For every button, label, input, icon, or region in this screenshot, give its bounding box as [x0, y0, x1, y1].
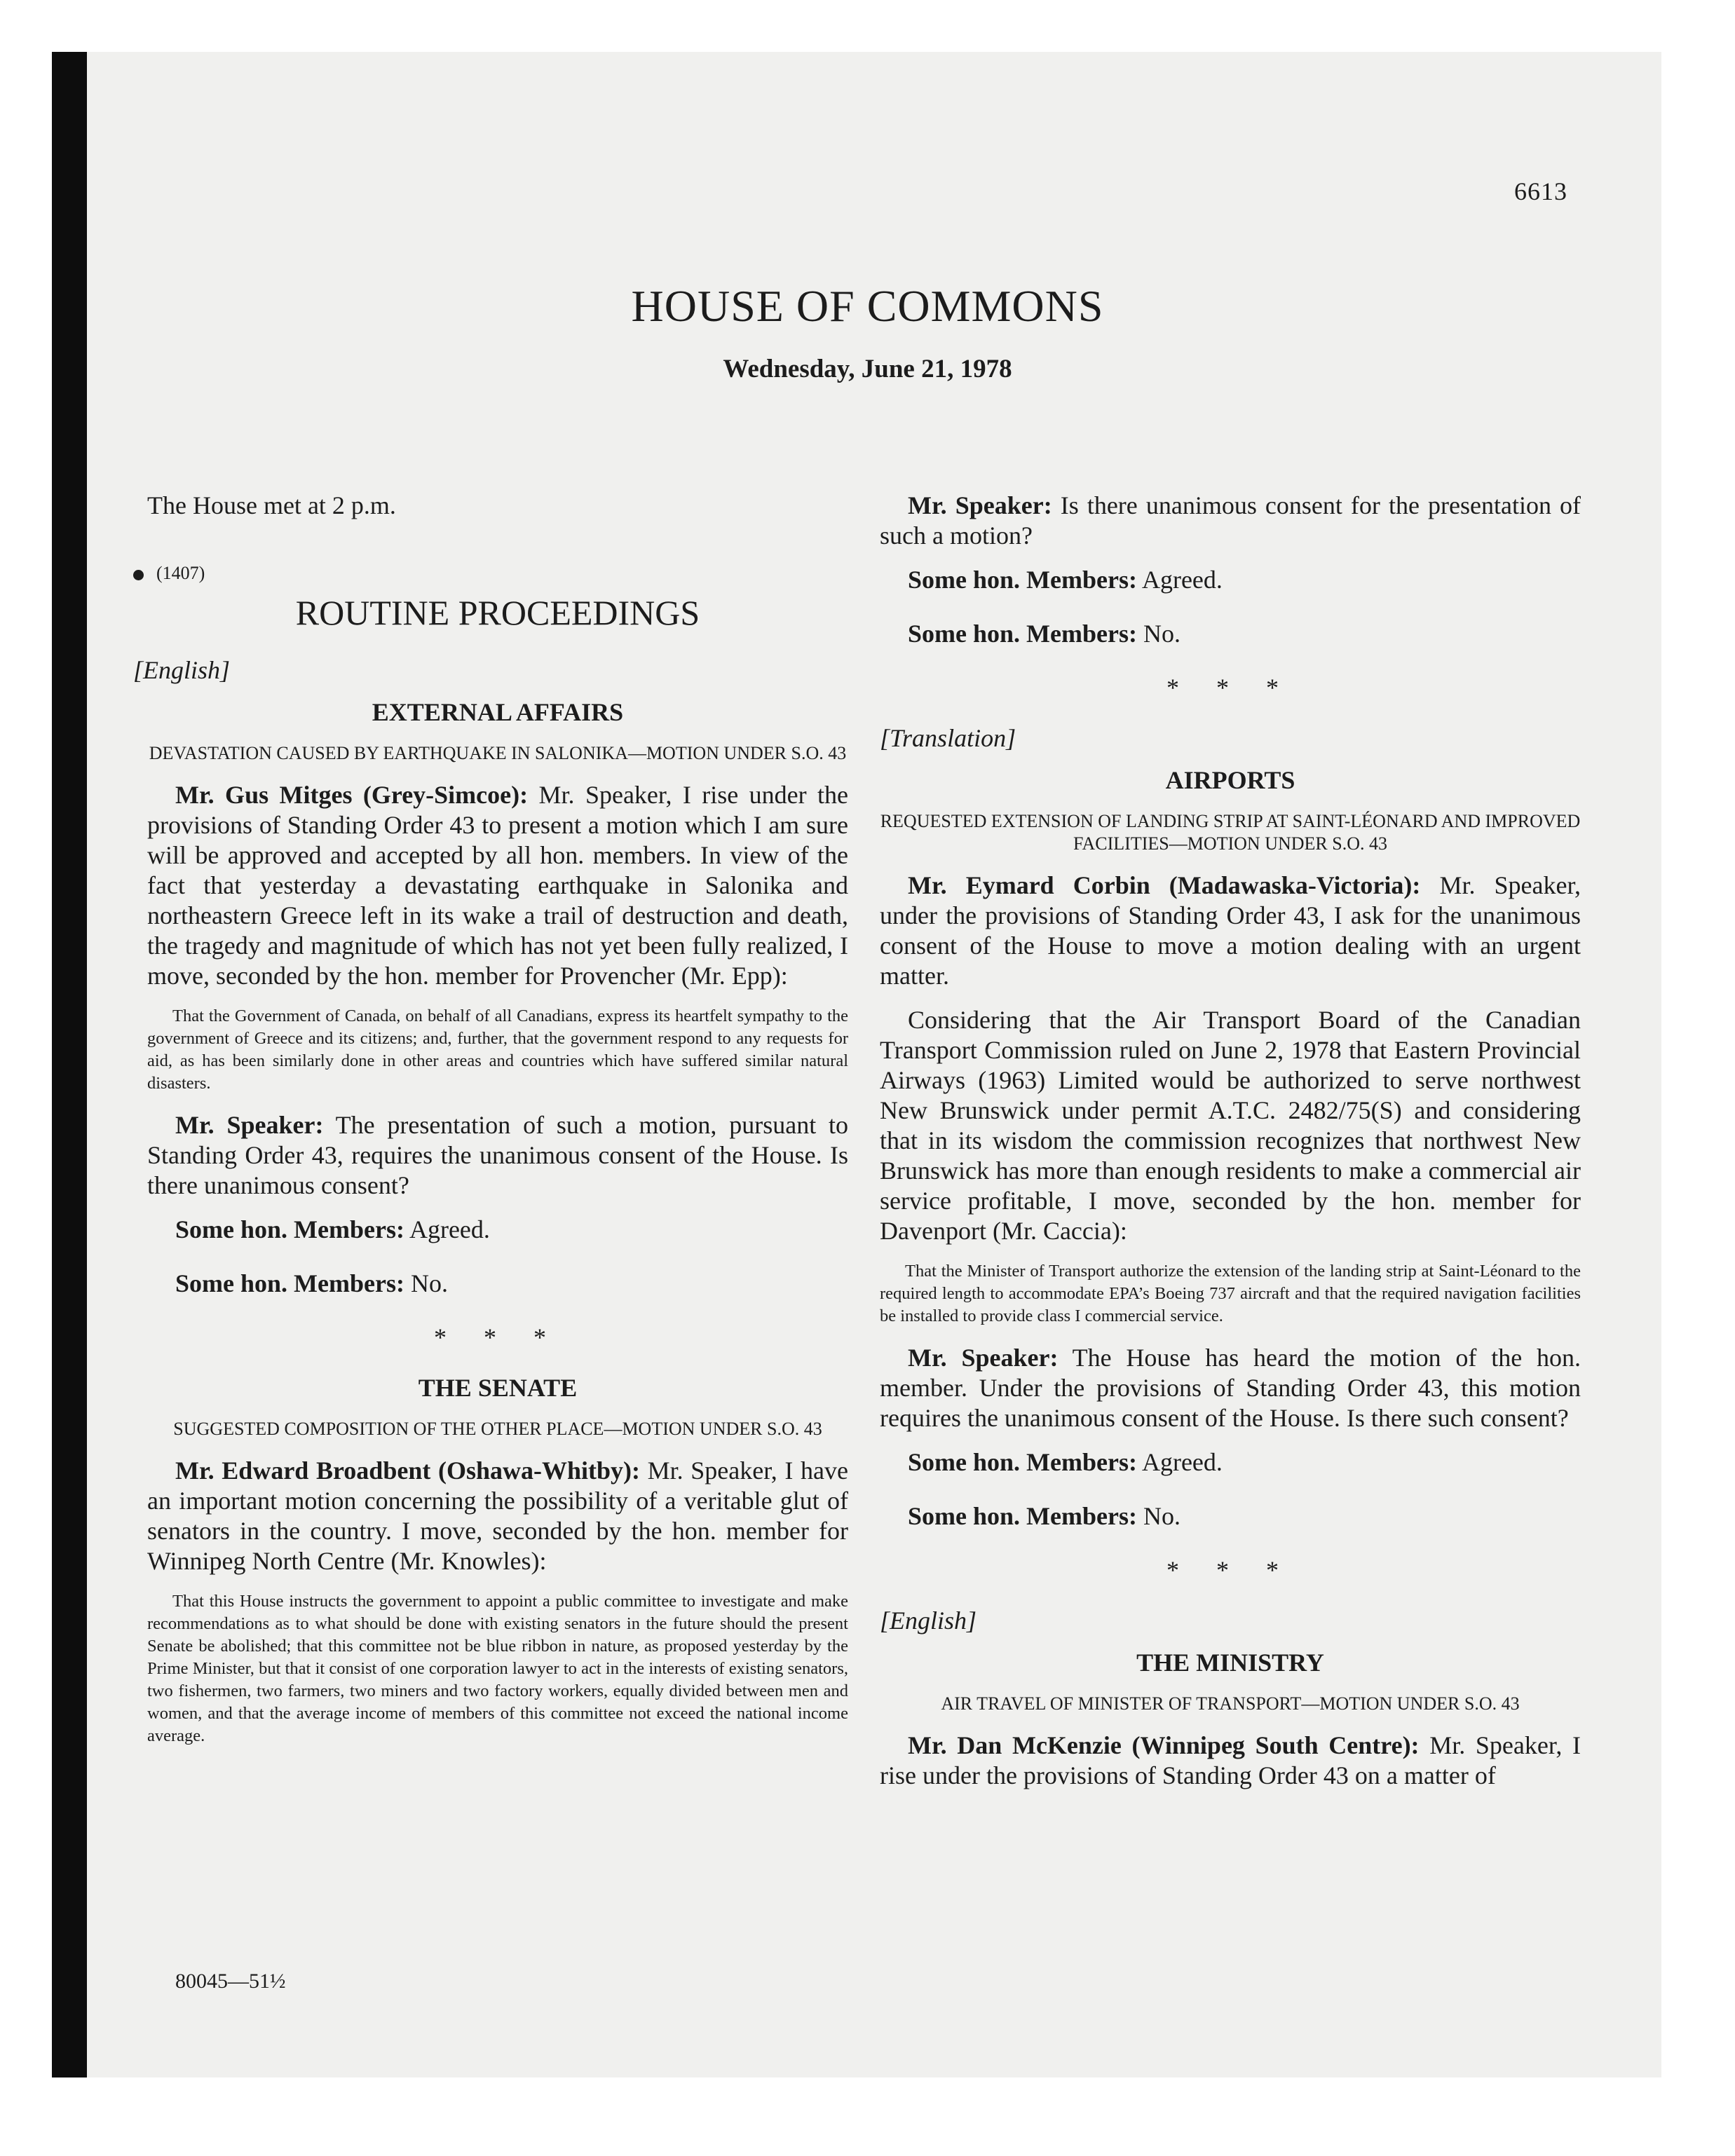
language-marker: [English]: [880, 1606, 977, 1635]
motion-text: That this House instructs the government to appoint a public committee to investigate and make recommendations as to what should be done with existing senators in the future should the present Senate be abolished; that this committee not be blue ribbon in nature, as proposed yesterday by the Prime Minister, but that it consist of one corporation lawyer to act in the interests of existing senators, two fishermen, two farmers, two miners and two factory workers, equally divided between men and women, and that the average income of members of this committee not exceed the national income average.: [147, 1592, 848, 1745]
section-separator: * * *: [1166, 674, 1294, 702]
speech-text: Agreed.: [1141, 566, 1223, 594]
printer-signature: 80045—51½: [175, 1970, 286, 1993]
speech-text: Mr. Speaker, under the provisions of Standing Order 43, I ask for the unanimous consent of the House to move a motion dealing with an urgent matter.: [880, 871, 1581, 990]
speech-text: No.: [410, 1269, 448, 1297]
section-title: EXTERNAL AFFAIRS: [372, 698, 624, 726]
speech-paragraph: Considering that the Air Transport Board of the Canadian Transport Commission ruled on June 2, 1978 that Eastern Provincial Airways (1963) Limited would be authorized to serve northwest New Brunswick under permit A.T.C. 2482/75(S) and considering that in its wisdom the commission recognizes that northwest New Brunswick has more than enough residents to make a commercial air service profitable, I move, seconded by the hon. member for Davenport (Mr. Caccia):: [880, 1006, 1581, 1245]
right-column: [880, 491, 1581, 1805]
timestamp: [133, 563, 848, 584]
motion-text: That the Minister of Transport authorize the extension of the landing strip at Saint-Léonard to the required length to accommodate EPA’s Boeing 737 aircraft and that the required navigation facilities be installed to provide class I commercial service.: [880, 1262, 1581, 1325]
section-separator: * * *: [434, 1323, 562, 1351]
speaker-name: Some hon. Members:: [908, 566, 1137, 594]
speaker-name: Mr. Speaker:: [908, 1344, 1059, 1372]
speech-text: Agreed.: [1141, 1448, 1223, 1476]
section-title: AIRPORTS: [1165, 766, 1295, 794]
motion-text: That the Government of Canada, on behalf of all Canadians, express its heartfelt sympathy to the government of Greece and its citizens; and, further, that the government respond to any requests for aid, as has been similarly done in other areas and countries which have suffered similar natural disasters.: [147, 1007, 848, 1093]
speech-paragraph: [147, 1456, 848, 1576]
speech-text: No.: [1143, 620, 1181, 648]
language-marker: [English]: [133, 656, 231, 684]
speech-text: Mr. Speaker, I rise under the provisions of Standing Order 43 to present a motion which I am sure will be approved and accepted by all hon. members. In view of the fact that yesterday a devastating earthquake in Salonika and northeastern Greece left in its wake a trail of destruction and death, the tragedy and magnitude of which has not yet been fully realized, I move, seconded by the hon. member for Provencher (Mr. Epp):: [147, 781, 849, 990]
section-subtitle: REQUESTED EXTENSION OF LANDING STRIP AT SAINT-LÉONARD AND IMPROVED FACILITIES—MOTION UNDER S.O. 43: [880, 811, 1581, 854]
speaker-name: Some hon. Members:: [175, 1215, 404, 1243]
speech-paragraph: [880, 1343, 1581, 1433]
house-met-line: The House met at 2 p.m.: [147, 491, 396, 519]
routine-proceedings-heading: ROUTINE PROCEEDINGS: [295, 593, 700, 632]
speaker-name: Some hon. Members:: [908, 1502, 1137, 1530]
timestamp-text: (1407): [156, 563, 205, 583]
speech-text: The presentation of such a motion, pursuant to Standing Order 43, requires the unanimous consent of the House. Is there unanimous consent?: [147, 1111, 848, 1199]
sitting-date: Wednesday, June 21, 1978: [723, 355, 1012, 383]
section-subtitle: DEVASTATION CAUSED BY EARTHQUAKE IN SALONIKA—MOTION UNDER S.O. 43: [149, 743, 847, 763]
speech-paragraph: [880, 491, 1581, 551]
left-column: [133, 491, 849, 1763]
section-separator: * * *: [1166, 1556, 1294, 1584]
speech-text: Mr. Speaker, I rise under the provisions of Standing Order 43 on a matter of: [880, 1731, 1581, 1789]
section-title: THE MINISTRY: [1136, 1649, 1324, 1677]
speaker-name: Some hon. Members:: [908, 1448, 1137, 1476]
section-title: THE SENATE: [418, 1374, 578, 1402]
response-line: [880, 1501, 1581, 1531]
response-line: [880, 565, 1581, 595]
speaker-name: Mr. Gus Mitges (Grey-Simcoe):: [175, 781, 529, 809]
speech-text: Is there unanimous consent for the presentation of such a motion?: [880, 491, 1581, 550]
speech-paragraph: [880, 871, 1581, 991]
speaker-name: Mr. Edward Broadbent (Oshawa-Whitby):: [175, 1456, 640, 1485]
bullet-icon: [133, 570, 144, 580]
speaker-name: Mr. Eymard Corbin (Madawaska-Victoria):: [908, 871, 1421, 899]
speech-text: Agreed.: [409, 1215, 490, 1243]
speaker-name: Some hon. Members:: [908, 620, 1137, 648]
speaker-name: Some hon. Members:: [175, 1269, 404, 1297]
speech-text: Mr. Speaker, I have an important motion concerning the possibility of a veritable glut of senators in the country. I move, seconded by the hon. member for Winnipeg North Centre (Mr. Knowles):: [147, 1456, 848, 1575]
speech-paragraph: [880, 1731, 1581, 1791]
speaker-name: Mr. Dan McKenzie (Winnipeg South Centre):: [908, 1731, 1420, 1759]
section-subtitle: SUGGESTED COMPOSITION OF THE OTHER PLACE—MOTION UNDER S.O. 43: [173, 1419, 822, 1439]
section-subtitle: AIR TRAVEL OF MINISTER OF TRANSPORT—MOTION UNDER S.O. 43: [941, 1693, 1520, 1714]
page-title: HOUSE OF COMMONS: [631, 281, 1104, 331]
speaker-name: Mr. Speaker:: [175, 1111, 324, 1139]
speech-text: The House has heard the motion of the hon. member. Under the provisions of Standing Order 43, this motion requires the unanimous consent of the House. Is there such consent?: [880, 1344, 1581, 1432]
speaker-name: Mr. Speaker:: [908, 491, 1052, 519]
language-marker: [Translation]: [880, 724, 1016, 752]
speech-paragraph: [147, 780, 848, 991]
speech-text: No.: [1143, 1502, 1181, 1530]
response-line: [880, 619, 1581, 649]
response-line: [880, 1447, 1581, 1478]
response-line: [147, 1269, 848, 1299]
speech-paragraph: [147, 1110, 848, 1201]
response-line: [147, 1215, 848, 1245]
page-number: 6613: [1514, 177, 1567, 205]
